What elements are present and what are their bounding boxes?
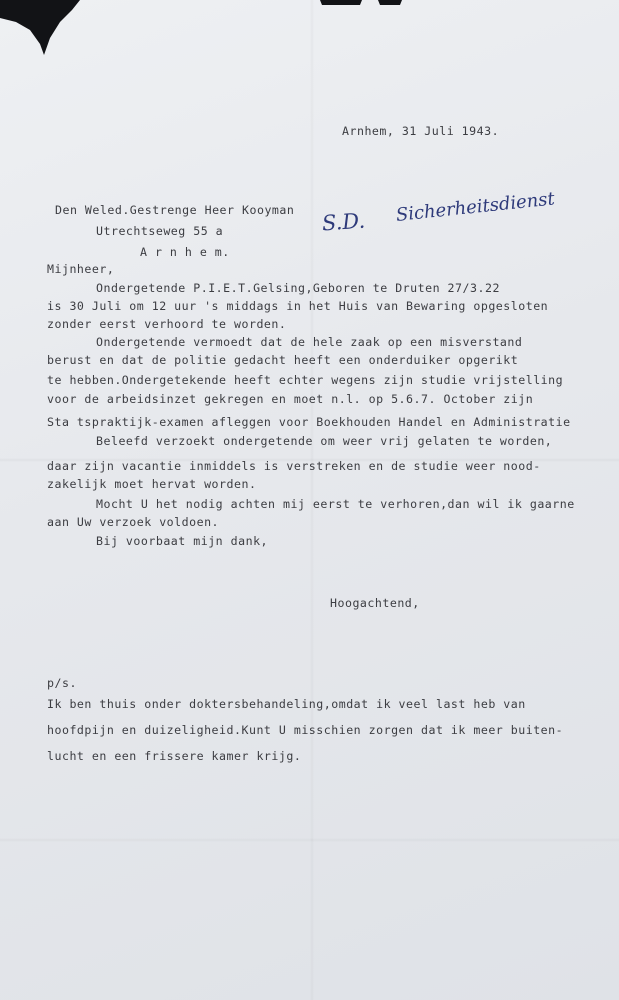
recipient-street: Utrechtseweg 55 a bbox=[96, 224, 224, 238]
body-line: aan Uw verzoek voldoen. bbox=[47, 515, 220, 529]
torn-corner-shadow bbox=[0, 0, 619, 70]
ps-line: lucht en een frissere kamer krijg. bbox=[47, 749, 302, 763]
body-line: te hebben.Ondergetekende heeft echter wegens zijn studie vrijstelling bbox=[47, 373, 564, 387]
body-line: Sta tspraktijk-examen afleggen voor Boekhouden Handel en Administratie bbox=[47, 415, 571, 429]
body-line: Ondergetende vermoedt dat de hele zaak op een misverstand bbox=[96, 335, 523, 349]
recipient-city: A r n h e m. bbox=[140, 245, 230, 259]
salutation: Mijnheer, bbox=[47, 262, 115, 276]
body-line: Mocht U het nodig achten mij eerst te verhoren,dan wil ik gaarne bbox=[96, 497, 575, 511]
body-line: berust en dat de politie gedacht heeft een onderduiker opgerikt bbox=[47, 353, 519, 367]
ps-line: hoofdpijn en duizeligheid.Kunt U misschien zorgen dat ik meer buiten- bbox=[47, 723, 564, 737]
body-line: voor de arbeidsinzet gekregen en moet n.l. op 5.6.7. October zijn bbox=[47, 392, 534, 406]
ps-label: p/s. bbox=[47, 676, 77, 690]
handwritten-initials: S.D. bbox=[321, 208, 366, 236]
body-line: is 30 Juli om 12 uur 's middags in het Huis van Bewaring opgesloten bbox=[47, 299, 549, 313]
closing: Hoogachtend, bbox=[330, 596, 420, 610]
body-line: zonder eerst verhoord te worden. bbox=[47, 317, 287, 331]
body-line: zakelijk moet hervat worden. bbox=[47, 477, 257, 491]
handwritten-note: Sicherheitsdienst bbox=[394, 188, 556, 226]
body-line: Bij voorbaat mijn dank, bbox=[96, 534, 269, 548]
recipient-name: Den Weled.Gestrenge Heer Kooyman bbox=[55, 203, 295, 217]
body-line: daar zijn vacantie inmiddels is verstreken en de studie weer nood- bbox=[47, 459, 541, 473]
ps-line: Ik ben thuis onder doktersbehandeling,omdat ik veel last heb van bbox=[47, 697, 526, 711]
letter-date: Arnhem, 31 Juli 1943. bbox=[342, 124, 500, 138]
body-line: Beleefd verzoekt ondergetende om weer vrij gelaten te worden, bbox=[96, 434, 553, 448]
body-line: Ondergetende P.I.E.T.Gelsing,Geboren te Druten 27/3.22 bbox=[96, 281, 500, 295]
